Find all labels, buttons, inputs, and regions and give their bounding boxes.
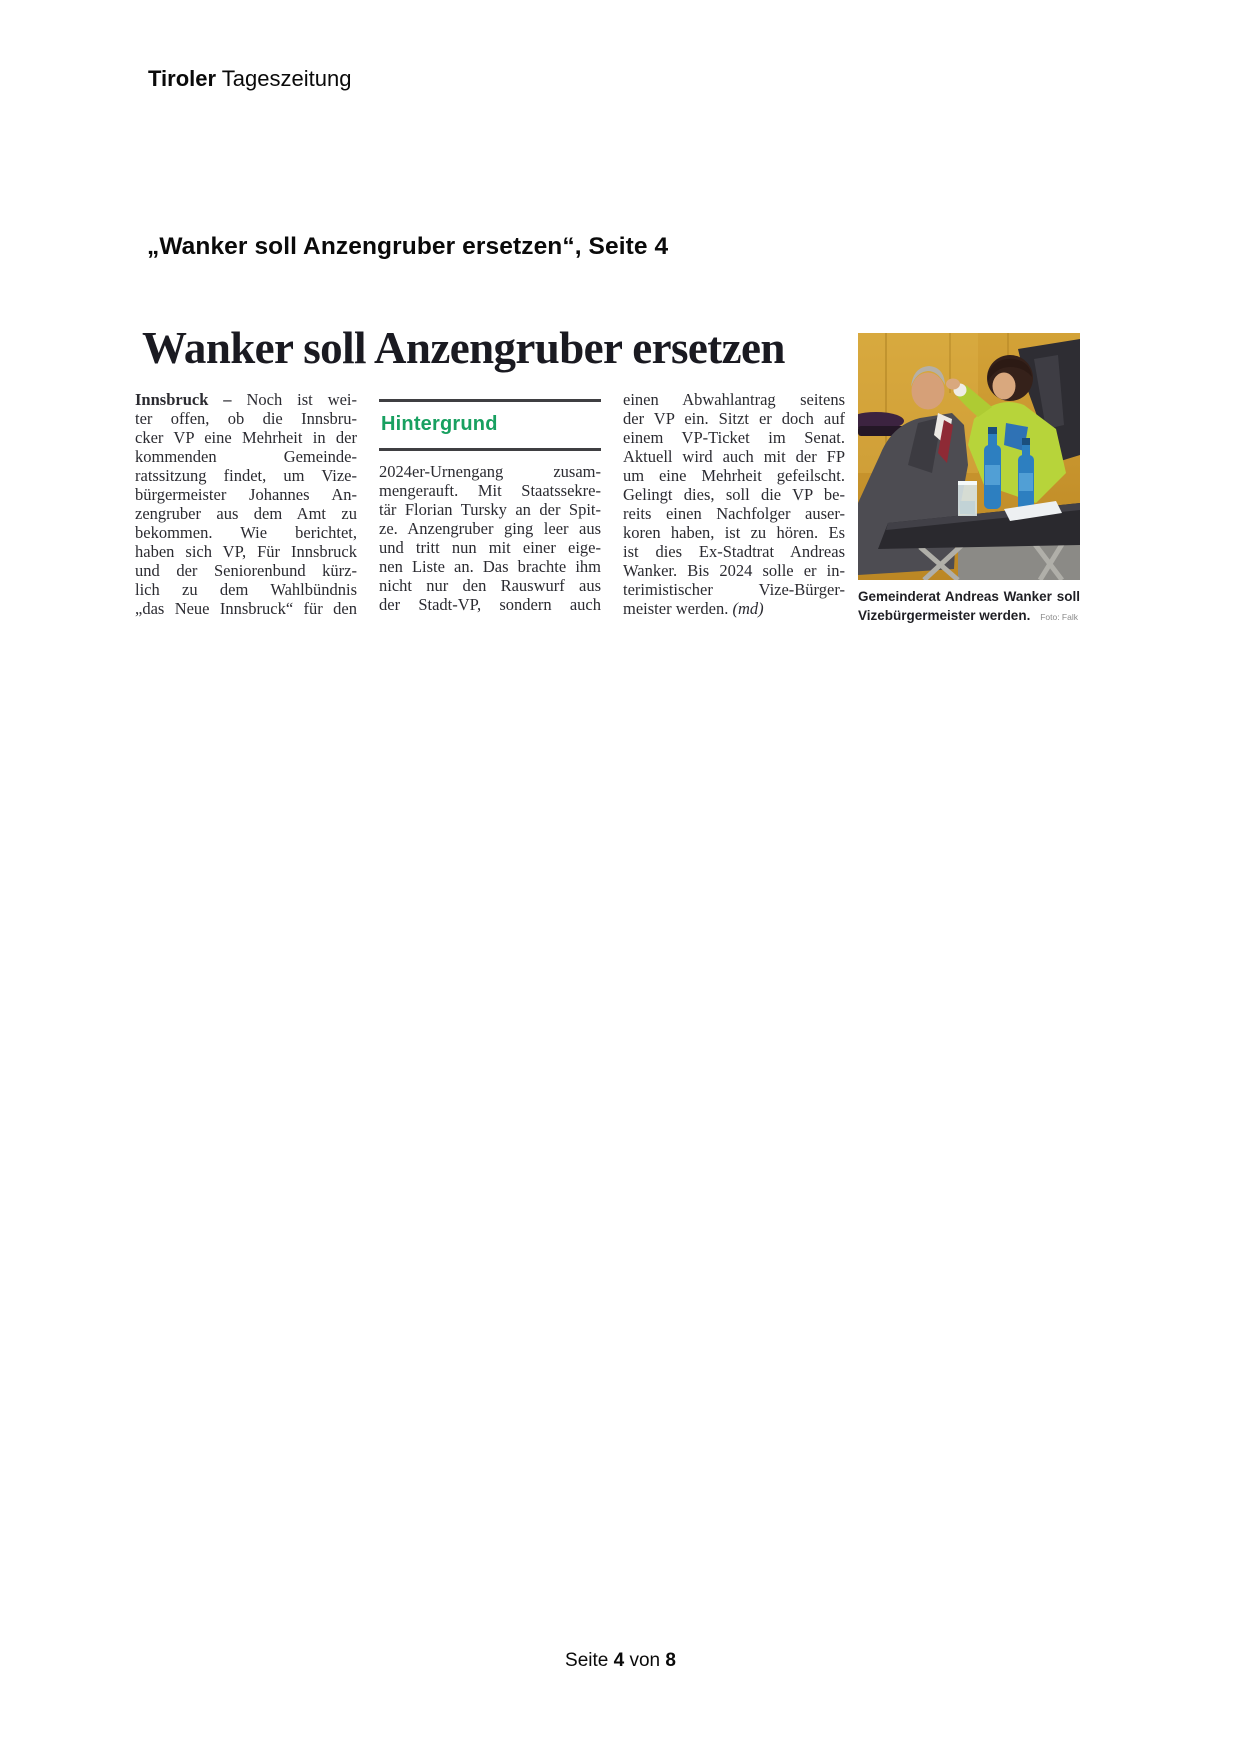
article-text-line: und tritt nun mit einer eige- [379, 538, 601, 557]
article-text-line: 2024er-Urnengang zusam- [379, 462, 601, 481]
photo-caption-line1: Gemeinderat Andreas Wanker soll [858, 589, 1080, 604]
article-text-line: bekommen. Wie berichtet, [135, 523, 357, 542]
article-column-3-lines [623, 390, 845, 599]
photo-caption-line2 [858, 606, 1080, 627]
footer-label-of: von [629, 1650, 661, 1671]
photo-glass [958, 481, 977, 516]
article-text-line: nicht nur den Rauswurf aus [379, 576, 601, 595]
article-text-line: Gelingt dies, soll die VP be- [623, 485, 845, 504]
article-column-1 [135, 390, 357, 618]
article-text-line: haben sich VP, Für Innsbruck [135, 542, 357, 561]
article-text-line: bürgermeister Johannes An- [135, 485, 357, 504]
footer-label-page: Seite [565, 1650, 609, 1671]
article-column-3 [623, 390, 845, 618]
article-text-line: einem VP-Ticket im Senat. [623, 428, 845, 447]
article-text-line: zengruber aus dem Amt zu [135, 504, 357, 523]
article-dateline: Innsbruck – [135, 390, 232, 409]
photo-caption [858, 587, 1080, 627]
article-text-line: ze. Anzengruber ging leer aus [379, 519, 601, 538]
article-text-line: reits einen Nachfolger auser- [623, 504, 845, 523]
article-closing-line [623, 599, 845, 618]
article-closing-text: meister werden. [623, 599, 729, 618]
footer-current-page: 4 [613, 1650, 625, 1671]
author-signature: (md) [732, 599, 764, 618]
infobox-label: Hintergrund [381, 413, 498, 435]
photo-caption-text: Vizebürgermeister werden. [858, 608, 1031, 623]
article-text-line: ratssitzung findet, um Vize- [135, 466, 357, 485]
article-text-line: cker VP eine Mehrheit in der [135, 428, 357, 447]
article-text-line: kommenden Gemeinde- [135, 447, 357, 466]
article-text-line: mengerauft. Mit Staatssekre- [379, 481, 601, 500]
photo-credit: Foto: Falk [1040, 612, 1078, 622]
masthead-title: Tageszeitung [221, 66, 352, 91]
article-title: Wanker soll Anzengruber ersetzen [142, 323, 785, 373]
masthead [148, 66, 351, 92]
footer-total-pages: 8 [665, 1650, 676, 1671]
masthead-brand: Tiroler [148, 66, 217, 91]
article-text-line: ist dies Ex-Stadtrat Andreas [623, 542, 845, 561]
article-text-line: Aktuell wird auch mit der FP [623, 447, 845, 466]
article-columns [135, 390, 845, 618]
article-text-line: Wanker. Bis 2024 solle er in- [623, 561, 845, 580]
article-column-2-lines [379, 462, 601, 614]
article-column-1-lines [135, 409, 357, 618]
article-text-line: und der Seniorenbund kürz- [135, 561, 357, 580]
article-photo [858, 333, 1080, 580]
article-text-line: „das Neue Innsbruck“ für den [135, 599, 357, 618]
document-headline: „Wanker soll Anzengruber ersetzen“, Seite 4 [147, 233, 669, 260]
article-text-line: der Stadt-VP, sondern auch [379, 595, 601, 614]
infobox-hintergrund [379, 399, 601, 451]
article-text-line: nen Liste an. Das brachte ihm [379, 557, 601, 576]
article-text-line: terimistischer Vize-Bürger- [623, 580, 845, 599]
article-text-line: ter offen, ob die Innsbru- [135, 409, 357, 428]
article-lead-text: Noch ist wei- [246, 390, 358, 409]
article-text-line: um eine Mehrheit gefeilscht. [623, 466, 845, 485]
newspaper-clipping [135, 295, 1080, 630]
article-text-line: der VP ein. Sitzt er doch auf [623, 409, 845, 428]
article-text-line: tär Florian Tursky an der Spit- [379, 500, 601, 519]
article-text-line: einen Abwahlantrag seitens [623, 390, 845, 409]
article-lead-line [135, 390, 357, 409]
article-text-line: lich zu dem Wahlbündnis [135, 580, 357, 599]
page-footer [0, 1650, 1241, 1672]
article-column-2 [379, 390, 601, 618]
article-text-line: koren haben, ist zu hören. Es [623, 523, 845, 542]
